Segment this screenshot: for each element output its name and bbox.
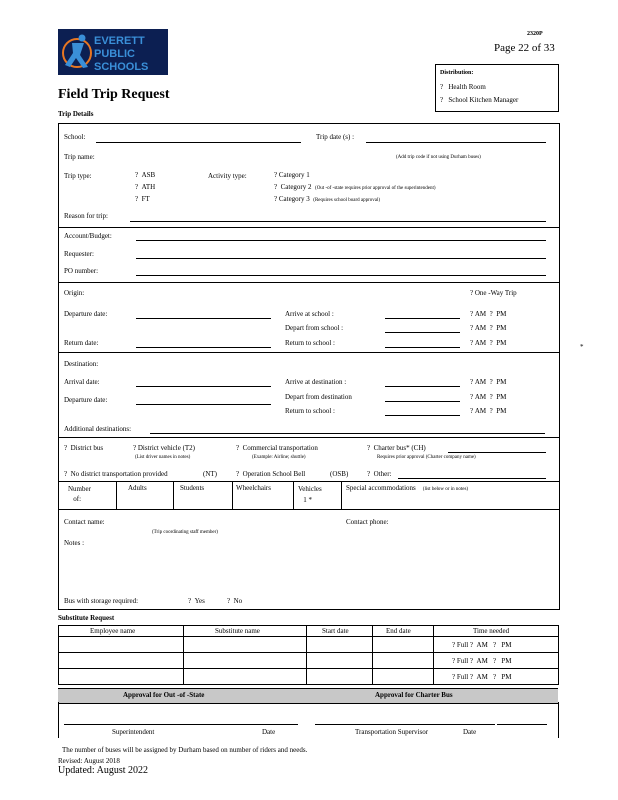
logo-line-3: SCHOOLS	[94, 61, 149, 73]
page-title: Field Trip Request	[58, 87, 170, 102]
approval-charter-bus-heading: Approval for Charter Bus	[375, 691, 453, 699]
depart-from-destination-label: Depart from destination	[285, 393, 352, 401]
trip-type-ath[interactable]: ? ATH	[135, 183, 156, 191]
supervisor-date-label: Date	[463, 728, 477, 736]
account-label: Account/Budget:	[64, 232, 112, 240]
substitute-request-heading: Substitute Request	[58, 614, 115, 622]
contact-phone-label: Contact phone:	[346, 518, 389, 526]
page-number: Page 22 of 33	[494, 42, 555, 54]
depart-from-destination-field[interactable]	[385, 401, 460, 402]
trip-type-ft[interactable]: ? FT	[135, 195, 150, 203]
no-district-code: (NT)	[203, 470, 217, 478]
activity-category-3[interactable]: ? Category 3 (Requires school board approval)	[274, 195, 381, 203]
departure-date-dest-label: Departure date:	[64, 396, 108, 404]
departure-date-dest-field[interactable]	[136, 404, 271, 405]
superintendent-date-label: Date	[262, 728, 276, 736]
arrival-date-label: Arrival date:	[64, 378, 100, 386]
district-bus-option[interactable]: ? District bus	[64, 444, 104, 452]
arrive-at-destination-field[interactable]	[385, 386, 460, 387]
time-needed-row-2[interactable]: ? Full ? AM ? PM	[452, 657, 512, 665]
arrive-at-destination-ampm[interactable]: ? AM ? PM	[470, 378, 507, 386]
notes-label: Notes :	[64, 539, 85, 547]
wheelchairs-label: Wheelchairs	[236, 484, 271, 492]
logo-line-2: PUBLIC	[94, 48, 135, 60]
other-option[interactable]: ? Other:	[367, 470, 392, 478]
adults-label: Adults	[128, 484, 147, 492]
activity-type-label: Activity type:	[208, 172, 247, 180]
departure-date-label: Departure date:	[64, 310, 108, 318]
depart-from-school-ampm[interactable]: ? AM ? PM	[470, 324, 507, 332]
storage-yes-option[interactable]: ? Yes	[188, 597, 205, 605]
trip-name-label: Trip name:	[64, 153, 95, 161]
district-vehicle-note: (List driver names in notes)	[135, 455, 191, 460]
footer-updated: Updated: August 2022	[58, 765, 148, 776]
form-code: 2320P	[527, 31, 543, 37]
trip-type-asb[interactable]: ? ASB	[135, 171, 156, 179]
logo-graphic-icon	[58, 29, 168, 75]
arrival-date-field[interactable]	[136, 386, 271, 387]
time-needed-row-1[interactable]: ? Full ? AM ? PM	[452, 641, 512, 649]
one-way-trip-checkbox[interactable]: ? One -Way Trip	[470, 289, 517, 297]
additional-destinations-label: Additional destinations:	[64, 425, 132, 433]
charter-bus-option[interactable]: ? Charter bus* (CH)	[367, 444, 426, 452]
approval-out-of-state-heading: Approval for Out -of -State	[123, 691, 205, 699]
supervisor-date-line[interactable]	[497, 724, 547, 725]
requester-field[interactable]	[136, 258, 546, 259]
trip-code-note: (Add trip code if not using Durham buses)	[396, 155, 481, 160]
distribution-item-kitchen: ? School Kitchen Manager	[440, 96, 519, 104]
supervisor-signature-line[interactable]	[315, 724, 495, 725]
depart-from-destination-ampm[interactable]: ? AM ? PM	[470, 393, 507, 401]
commercial-transportation-option[interactable]: ? Commercial transportation	[236, 444, 318, 452]
depart-from-school-field[interactable]	[385, 332, 460, 333]
arrive-at-school-field[interactable]	[385, 318, 460, 319]
superintendent-signature-line[interactable]	[64, 724, 254, 725]
vehicles-label: Vehicles 1 *	[298, 485, 322, 504]
return-to-school-dest-field[interactable]	[385, 415, 460, 416]
charter-field[interactable]	[448, 452, 546, 453]
osb-code: (OSB)	[330, 470, 349, 478]
activity-category-1[interactable]: ? Category 1	[274, 171, 310, 179]
trip-type-label: Trip type:	[64, 172, 92, 180]
departure-date-field[interactable]	[136, 318, 271, 319]
superintendent-label: Superintendent	[112, 728, 155, 736]
storage-no-option[interactable]: ? No	[227, 597, 243, 605]
checkbox-icon[interactable]: ?	[440, 83, 444, 91]
po-number-label: PO number:	[64, 267, 99, 275]
no-district-transport-option[interactable]: ? No district transportation provided	[64, 470, 168, 478]
destination-label: Destination:	[64, 360, 99, 368]
reason-field[interactable]	[130, 221, 546, 222]
distribution-title: Distribution:	[440, 70, 474, 76]
logo-line-1: EVERETT	[94, 35, 145, 47]
supervisor-label: Transportation Supervisor	[355, 728, 429, 736]
distribution-item-health-room: ? Health Room	[440, 83, 486, 91]
arrive-at-destination-label: Arrive at destination :	[285, 378, 347, 386]
return-to-school-dest-label: Return to school :	[285, 407, 335, 415]
return-to-school-label: Return to school :	[285, 339, 335, 347]
col-end-date: End date	[386, 627, 411, 635]
school-label: School:	[64, 133, 86, 141]
number-of-label: Number of:	[68, 485, 91, 503]
commercial-note: (Example: Airline; shuttle)	[252, 455, 306, 460]
col-start-date: Start date	[322, 627, 349, 635]
footer-bus-note: The number of buses will be assigned by Durham based on number of riders and needs.	[62, 746, 308, 754]
arrive-at-school-label: Arrive at school :	[285, 310, 334, 318]
reason-label: Reason for trip:	[64, 212, 108, 220]
return-date-field[interactable]	[136, 347, 271, 348]
arrive-at-school-ampm[interactable]: ? AM ? PM	[470, 310, 507, 318]
footer-revised: Revised: August 2018	[58, 757, 120, 765]
account-field[interactable]	[136, 240, 546, 241]
return-to-school-dest-ampm[interactable]: ? AM ? PM	[470, 407, 507, 415]
trip-date-field[interactable]	[366, 142, 546, 143]
students-label: Students	[180, 484, 205, 492]
other-field[interactable]	[398, 478, 546, 479]
po-number-field[interactable]	[136, 275, 546, 276]
return-to-school-ampm[interactable]: ? AM ? PM	[470, 339, 507, 347]
additional-destinations-field[interactable]	[150, 433, 545, 434]
return-to-school-field[interactable]	[385, 347, 460, 348]
return-date-label: Return date:	[64, 339, 99, 347]
charter-note: Requires prior approval (Charter company name)	[377, 455, 476, 460]
bus-storage-label: Bus with storage required:	[64, 597, 139, 605]
contact-name-label: Contact name:	[64, 518, 105, 526]
school-field[interactable]	[96, 142, 301, 143]
depart-from-school-label: Depart from school :	[285, 324, 344, 332]
margin-mark: *	[580, 343, 584, 351]
requester-label: Requester:	[64, 250, 94, 258]
checkbox-icon[interactable]: ?	[440, 96, 444, 104]
contact-name-note: (Trip coordinating staff member)	[152, 530, 218, 535]
time-needed-row-3[interactable]: ? Full ? AM ? PM	[452, 673, 512, 681]
col-employee-name: Employee name	[90, 627, 136, 635]
trip-date-label: Trip date (s) :	[316, 133, 355, 141]
special-accommodations-label: Special accommodations (list below or in notes)	[346, 484, 469, 492]
trip-details-heading: Trip Details	[58, 110, 94, 118]
everett-public-schools-logo	[58, 29, 168, 75]
district-vehicle-option[interactable]: ? District vehicle (T2)	[133, 444, 196, 452]
origin-label: Origin:	[64, 289, 85, 297]
activity-category-2[interactable]: ? Category 2 (Out -of -state requires prior approval of the superintendent)	[274, 183, 436, 191]
col-time-needed: Time needed	[473, 627, 510, 635]
superintendent-date-line[interactable]	[248, 724, 298, 725]
col-substitute-name: Substitute name	[215, 627, 260, 635]
operation-school-bell-option[interactable]: ? Operation School Bell	[236, 470, 306, 478]
